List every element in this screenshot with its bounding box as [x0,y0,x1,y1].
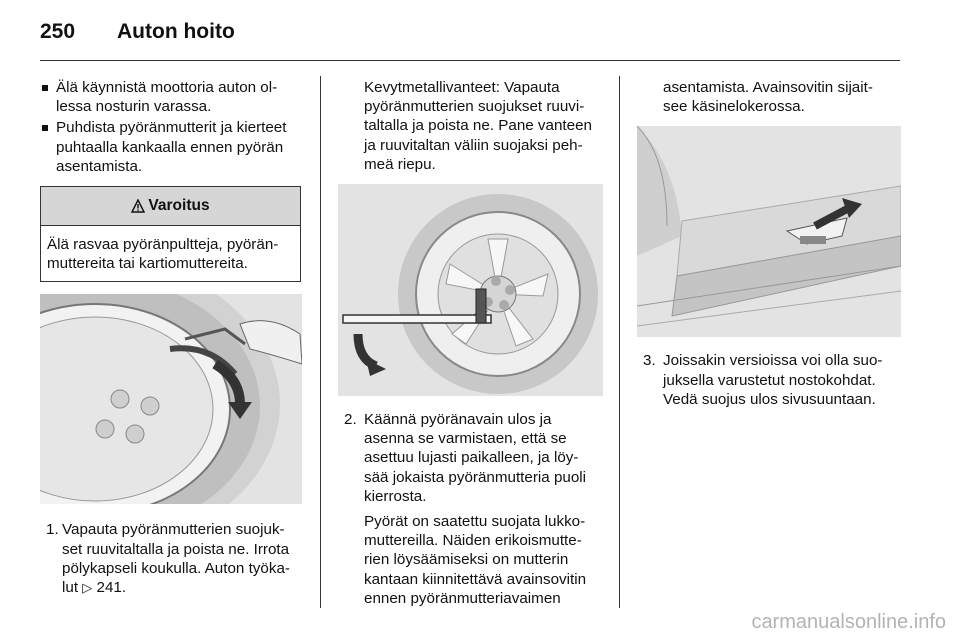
page-title: Auton hoito [117,20,235,43]
header-rule [40,60,900,61]
page-ref-link[interactable]: 241. [96,579,127,597]
alloy-wheel-text: Kevytmetallivanteet: Vapauta pyöränmutterien suojukset ruuvi- taltalla ja poista ne. Pane vanteen ja ruuvitaltan väliin suojaksi peh- meä riepu. [364,79,592,173]
page-ref-icon: ▷ [82,580,93,596]
adapter-location-text: asentamista. Avainsovitin sijait- see käsinelokerossa. [663,79,873,116]
locking-nuts-text: Pyörät on saatettu suojata lukko- muttereilla. Näiden erikoismutte- rien löysäämiseksi on mutterin kantaan kiinnitettävä avainsovitin ennen pyöränmutteriavaimen [364,513,587,607]
jacking-point-illustration [637,126,901,337]
column-divider-2 [619,76,620,608]
warning-box [40,186,301,282]
wheel-wrench-illustration [338,184,603,396]
hubcap-removal-illustration [40,294,302,504]
column-divider-1 [320,76,321,608]
warning-title: Varoitus [148,197,210,215]
warning-text: Älä rasvaa pyöränpultteja, pyörän- muttereita tai kartiomuttereita. [47,236,279,273]
page-number: 250 [40,20,76,43]
step-2: 2. Käännä pyöränavain ulos ja asenna se varmistaen, että se asettuu lujasti paikalleen, ja löy- sää jokaista pyöränmutteria puoli kierrosta. [344,411,587,505]
column-3 [637,78,901,409]
step-3: 3. Joissakin versioissa voi olla suo- juksella varustetut nostokohdat. Vedä suojus ulos sivusuuntaan. [643,352,883,408]
column-2 [338,78,603,608]
page-header [0,0,960,62]
warning-header [41,187,300,226]
bullet-square-icon [42,85,48,91]
site-watermark: carmanualsonline.info [751,611,946,633]
warning-triangle-icon [131,199,145,213]
bullet-item: Puhdista pyöränmutterit ja kierteet puhtaalla kankaalla ennen pyörän asentamista. [40,118,302,176]
column-1 [40,78,302,597]
bullet-square-icon [42,125,48,131]
step-1: 1. Vapauta pyöränmutterien suojuk- set ruuvitaltalla ja poista ne. Irrota pölykapseli koukulla. Auton työka- lut ▷ 241. [46,521,290,597]
bullet-list [40,78,302,176]
bullet-item: Älä käynnistä moottoria auton ol- lessa nosturin varassa. [40,78,302,116]
